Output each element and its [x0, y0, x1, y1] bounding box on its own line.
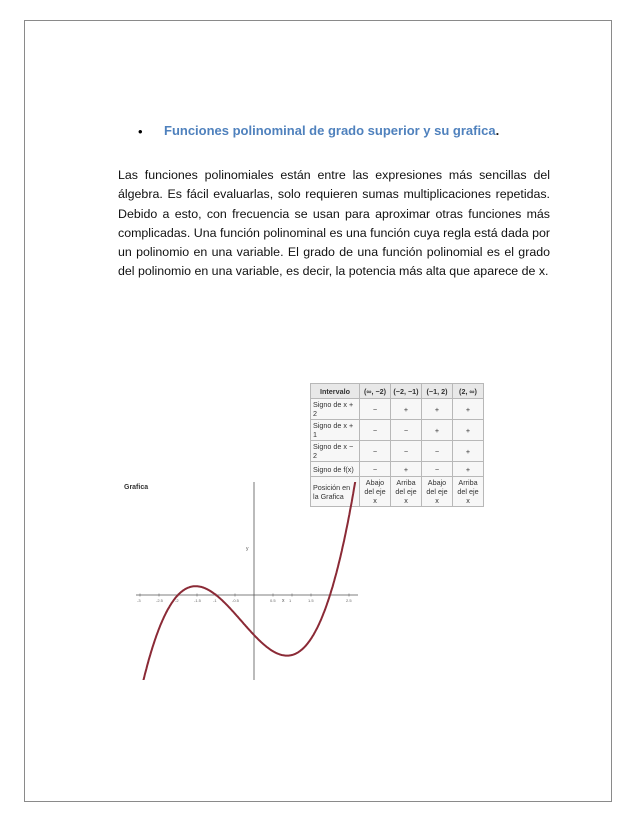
bullet-icon: •: [138, 124, 143, 139]
table-row: [311, 462, 484, 477]
x-tick-label: 0.5: [270, 598, 276, 603]
table-row: [311, 399, 484, 420]
heading-text: Funciones polinominal de grado superior y su grafica: [164, 123, 496, 138]
section-heading: [164, 123, 499, 138]
table-cell: +: [391, 399, 422, 420]
polynomial-curve: [142, 482, 356, 680]
table-cell: −: [391, 441, 422, 462]
table-cell: +: [422, 399, 453, 420]
x-tick-label: 1: [289, 598, 292, 603]
table-cell: −: [360, 399, 391, 420]
heading-period: .: [495, 123, 500, 138]
table-cell: −: [422, 441, 453, 462]
y-axis-label: y: [246, 546, 249, 552]
table-cell: Arriba del eje x: [453, 477, 484, 507]
table-cell: −: [360, 441, 391, 462]
row-label: Signo de x − 2: [311, 441, 360, 462]
table-header-cell: (2, ∞): [453, 384, 484, 399]
table-cell: Abajo del eje x: [422, 477, 453, 507]
table-header-row: [311, 384, 484, 399]
table-cell: −: [360, 462, 391, 477]
table-header-cell: (−1, 2): [422, 384, 453, 399]
table-cell: Abajo del eje x: [360, 477, 391, 507]
table-cell: +: [453, 462, 484, 477]
table-row: [311, 420, 484, 441]
table-cell: +: [453, 420, 484, 441]
row-label: Signo de x + 2: [311, 399, 360, 420]
table-row: [311, 441, 484, 462]
table-header-cell: (∞, −2): [360, 384, 391, 399]
x-tick-label: -1.5: [194, 598, 201, 603]
body-paragraph: Las funciones polinomiales están entre las expresiones más sencillas del álgebra. Es fácil evaluarlas, solo requieren sumas multiplicaciones repetidas. Debido a esto, con frecuencia se usan para aproximar otras funciones más complicadas. Una función polinominal es una función cuya regla está dada por un polinomio en una variable. El grado de una función polinomial es el grado del polinomio en una variable, es decir, la potencia más alta que aparece de x.: [118, 168, 550, 279]
table-cell: −: [391, 420, 422, 441]
table-header-cell: Intervalo: [311, 384, 360, 399]
x-tick-label: -0.5: [232, 598, 239, 603]
x-tick-label: 1.5: [308, 598, 314, 603]
row-label: Posición en la Grafica: [311, 477, 360, 507]
graph-title: Grafica: [124, 484, 149, 491]
table-cell: +: [391, 462, 422, 477]
x-tick-label: 2.5: [346, 598, 352, 603]
x-tick-label: -2: [175, 598, 179, 603]
x-tick-label: -3: [137, 598, 141, 603]
table-cell: −: [422, 462, 453, 477]
x-axis-label: x: [282, 598, 285, 604]
table-cell: +: [453, 399, 484, 420]
table-header-cell: (−2, −1): [391, 384, 422, 399]
table-cell: +: [453, 441, 484, 462]
function-graph: [136, 482, 358, 680]
x-tick-label: 2: [327, 598, 330, 603]
table-cell: −: [360, 420, 391, 441]
x-tick-label: -1: [213, 598, 217, 603]
table-cell: Arriba del eje x: [391, 477, 422, 507]
x-tick-label: -2.5: [156, 598, 163, 603]
row-label: Signo de x + 1: [311, 420, 360, 441]
table-cell: +: [422, 420, 453, 441]
row-label: Signo de f(x): [311, 462, 360, 477]
